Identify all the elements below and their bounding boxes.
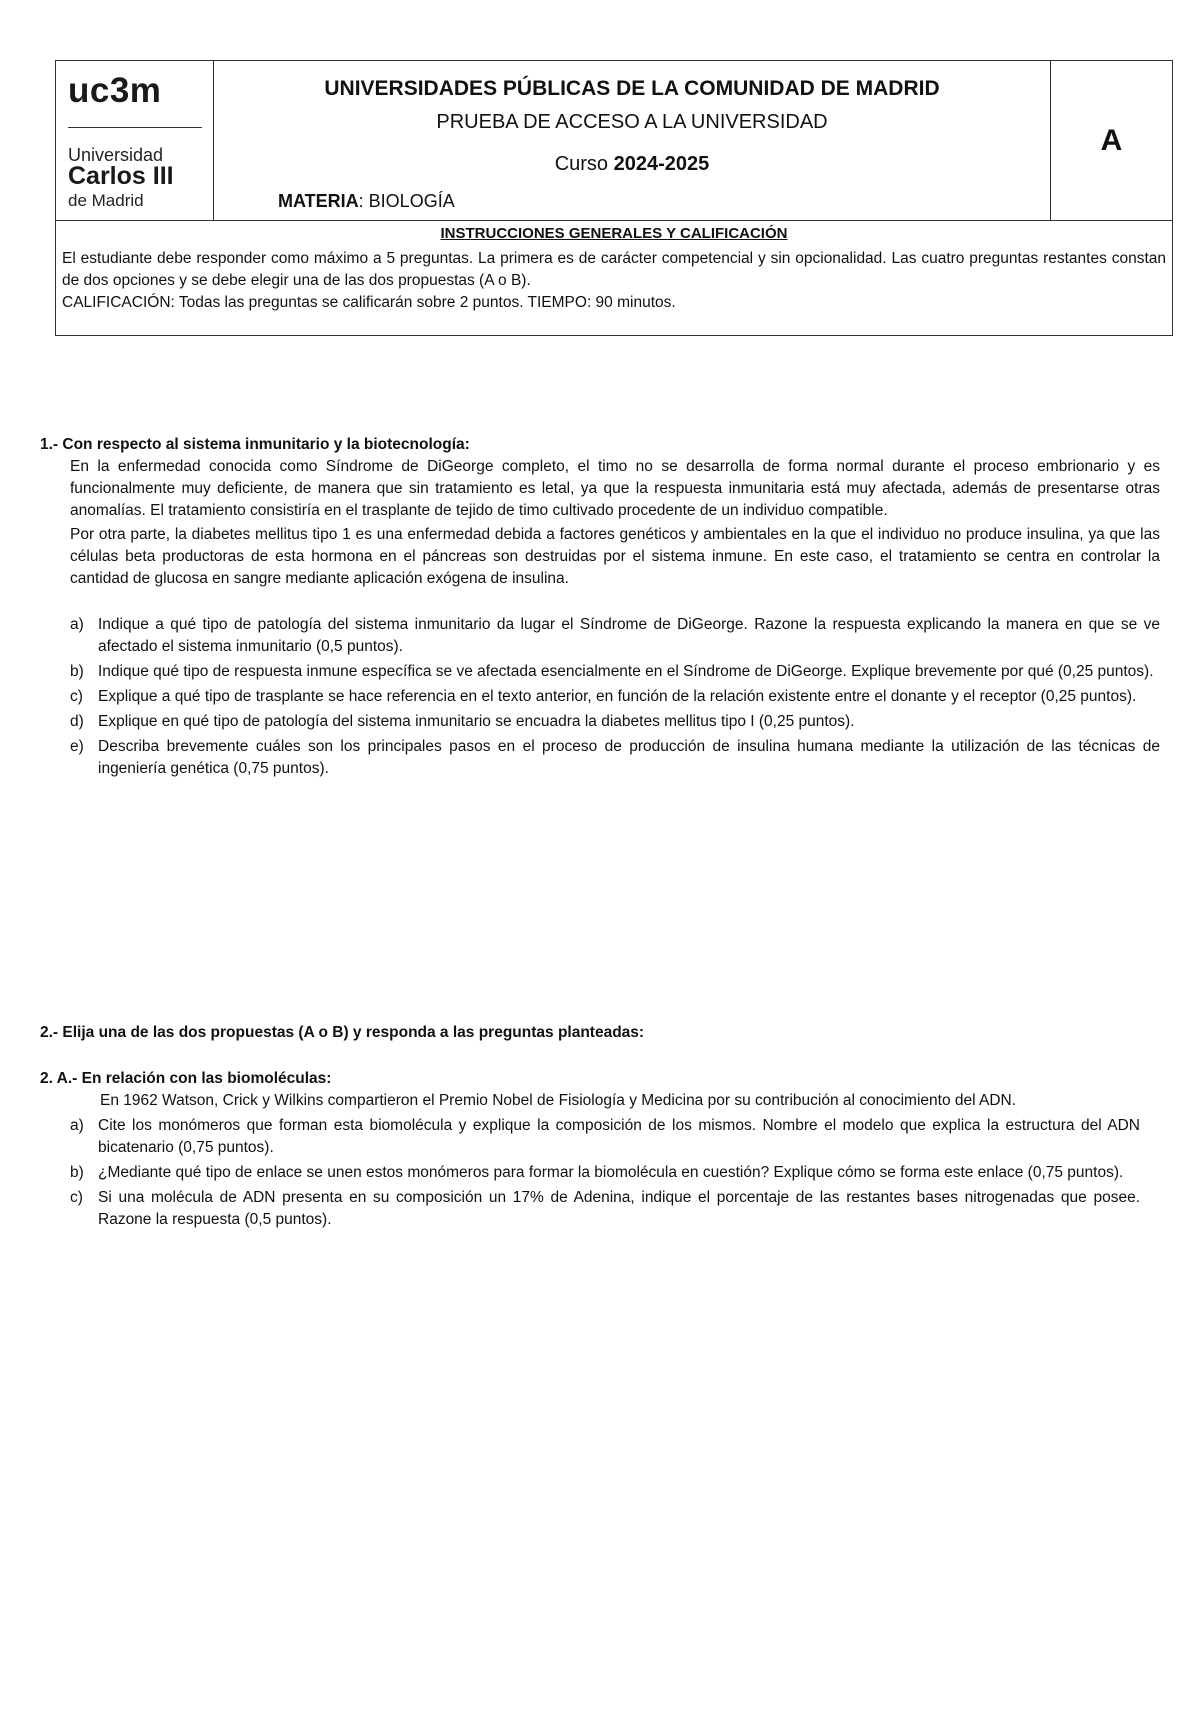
question-1-paragraph-2: Por otra parte, la diabetes mellitus tipo 1 es una enfermedad debida a factores genéticos y ambientales en la que el individuo no produce insulina, ya que las células beta productoras de esta hormona en el páncreas son destruidas por el sistema inmune. En este caso, el tratamiento se centra en controlar la cantidad de glucosa en sangre mediante aplicación exógena de insulina. — [70, 526, 1160, 587]
course-label: Curso — [554, 153, 609, 175]
item-text: Cite los monómeros que forman esta biomolécula y explique la composición de los mismos. Nombre el modelo que explica la estructura del ADN bicatenario (0,75 puntos). — [98, 1117, 1140, 1156]
instructions-title: INSTRUCCIONES GENERALES Y CALIFICACIÓN — [440, 225, 788, 242]
question-2-heading: 2.- Elija una de las dos propuestas (A o B) y responda a las preguntas planteadas: — [40, 1024, 645, 1041]
question-2a-intro: En 1962 Watson, Crick y Wilkins compartieron el Premio Nobel de Fisiología y Medicina por su contribución al conocimiento del ADN. — [100, 1092, 1017, 1109]
item-text: ¿Mediante qué tipo de enlace se unen estos monómeros para formar la biomolécula en cuestión? Explique cómo se forma este enlace (0,75 puntos). — [98, 1164, 1124, 1181]
subject-value: : BIOLOGÍA — [358, 191, 455, 211]
item-label: a) — [70, 616, 84, 633]
item-text: Explique en qué tipo de patología del sistema inmunitario se encuadra la diabetes mellitus tipo I (0,25 puntos). — [98, 713, 855, 730]
list-item — [70, 686, 1160, 708]
list-item — [70, 1115, 1140, 1159]
question-1-paragraph-1: En la enfermedad conocida como Síndrome de DiGeorge completo, el timo no se desarrolla de forma normal durante el proceso embrionario y es funcionalmente muy deficiente, de manera que sin tratamiento es letal, ya que la respuesta inmunitaria está muy afectada, además de presentarse otras anomalías. El tratamiento consistiría en el trasplante de tejido de timo cultivado procedente de un individuo compatible. — [70, 458, 1160, 519]
logo-divider — [68, 127, 202, 128]
subject-line — [278, 191, 455, 212]
item-text: Describa brevemente cuáles son los principales pasos en el proceso de producción de insulina humana mediante la utilización de las técnicas de ingeniería genética (0,75 puntos). — [98, 738, 1160, 777]
exam-subtitle: PRUEBA DE ACCESO A LA UNIVERSIDAD — [436, 111, 828, 133]
header-top-row — [56, 61, 1172, 221]
question-2a-items — [70, 1115, 1140, 1231]
list-item — [70, 711, 1160, 733]
exam-version: A — [1100, 123, 1123, 157]
item-label: d) — [70, 713, 84, 730]
course-line — [214, 153, 1050, 176]
item-label: c) — [70, 688, 83, 705]
question-2a-heading: 2. A.- En relación con las biomoléculas: — [40, 1070, 332, 1087]
item-text: Indique a qué tipo de patología del sistema inmunitario da lugar el Síndrome de DiGeorge. Razone la respuesta explicando la manera en que se ve afectado el sistema inmunitario (0,5 puntos). — [98, 616, 1160, 655]
course-value: 2024-2025 — [613, 153, 710, 175]
question-1-items — [70, 614, 1160, 780]
list-item — [70, 661, 1160, 683]
logo-line-2: Carlos III — [68, 162, 174, 190]
university-logo — [56, 61, 214, 220]
exam-version-box — [1050, 61, 1172, 220]
instructions-text — [62, 248, 1166, 314]
instructions-block — [56, 221, 1172, 314]
subject-label: MATERIA — [278, 191, 359, 211]
item-label: e) — [70, 738, 84, 755]
logo-line-1: Universidad — [68, 145, 164, 165]
instructions-body: El estudiante debe responder como máximo a 5 preguntas. La primera es de carácter competencial y sin opcionalidad. Las cuatro preguntas restantes constan de dos opciones y se debe elegir una de las dos propuestas (A o B). — [62, 250, 1166, 289]
list-item — [70, 1187, 1140, 1231]
item-text: Si una molécula de ADN presenta en su composición un 17% de Adenina, indique el porcentaje de las restantes bases nitrogenadas que posee. Razone la respuesta (0,5 puntos). — [98, 1189, 1140, 1228]
title-block — [214, 61, 1050, 220]
question-1-heading: 1.- Con respecto al sistema inmunitario y la biotecnología: — [40, 436, 470, 453]
grading-text: CALIFICACIÓN: Todas las preguntas se calificarán sobre 2 puntos. TIEMPO: 90 minutos. — [62, 294, 676, 311]
question-2a — [40, 1070, 1140, 1234]
question-1 — [40, 436, 1160, 783]
list-item — [70, 614, 1160, 658]
list-item — [70, 736, 1160, 780]
list-item — [70, 1162, 1140, 1184]
logo-mark: uc3m — [68, 71, 162, 110]
item-label: a) — [70, 1117, 84, 1134]
item-text: Explique a qué tipo de trasplante se hace referencia en el texto anterior, en función de la relación existente entre el donante y el receptor (0,25 puntos). — [98, 688, 1137, 705]
exam-title: UNIVERSIDADES PÚBLICAS DE LA COMUNIDAD DE MADRID — [324, 77, 940, 100]
item-label: b) — [70, 1164, 84, 1181]
item-label: c) — [70, 1189, 83, 1206]
item-label: b) — [70, 663, 84, 680]
question-2-heading-block — [40, 1024, 1140, 1042]
item-text: Indique qué tipo de respuesta inmune específica se ve afectada esencialmente en el Síndrome de DiGeorge. Explique brevemente por qué (0,25 puntos). — [98, 663, 1154, 680]
exam-header — [55, 60, 1173, 336]
logo-line-3: de Madrid — [68, 191, 144, 210]
